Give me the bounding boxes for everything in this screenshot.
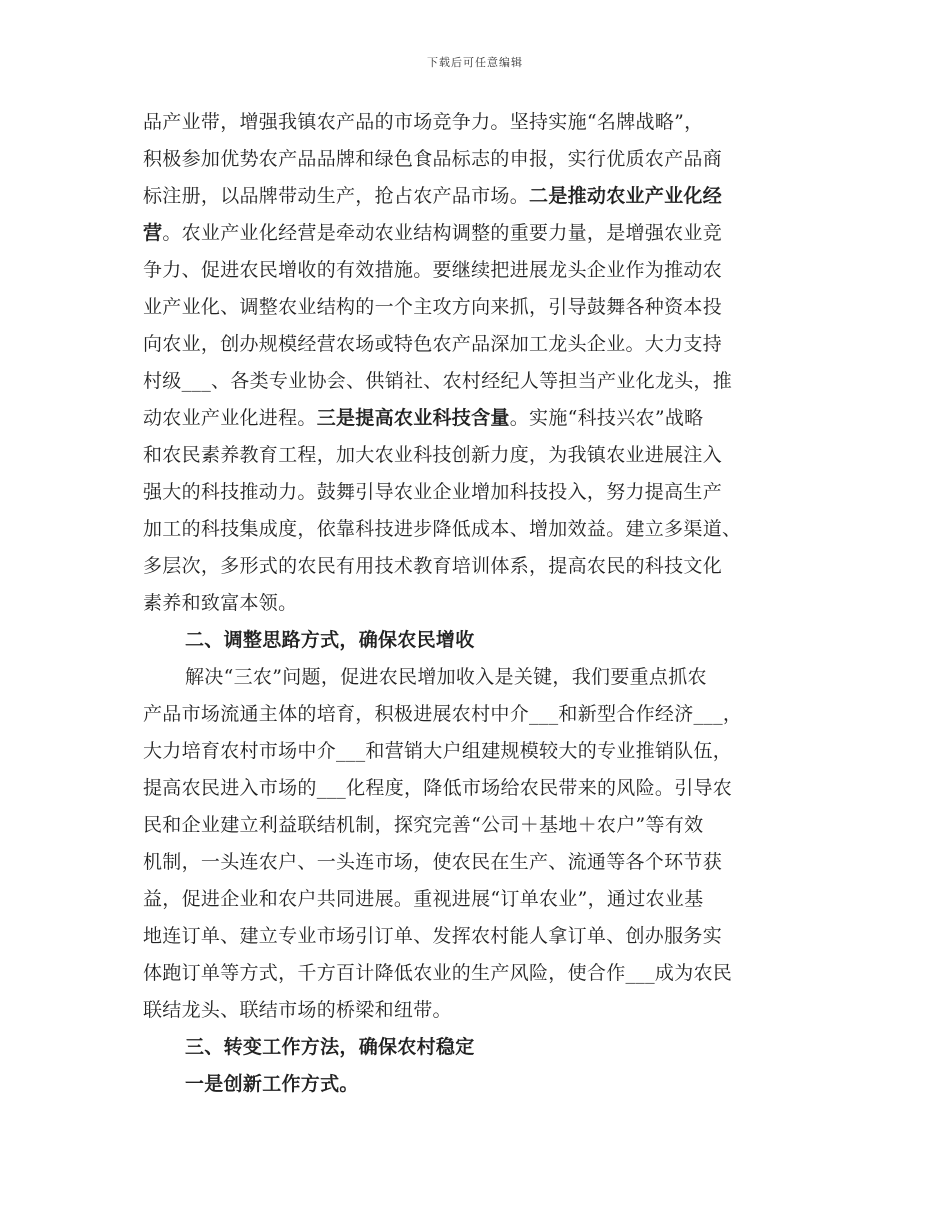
text-span: 和农民素养教育工程，加大农业科技创新力度，为我镇农业进展注入 [143, 444, 723, 466]
text-span: 。实施“科技兴农”战略 [509, 407, 704, 429]
text-line [143, 992, 833, 1029]
text-span: 提高农民进入市场的___化程度，降低市场给农民带来的风险。引导农 [143, 777, 733, 799]
text-span: 地连订单、建立专业市场引订单、发挥农村能人拿订单、创办服务实 [143, 925, 723, 947]
text-span: 品产业带，增强我镇农产品的市场竞争力。坚持实施“名牌战略”， [143, 111, 704, 133]
text-line [143, 918, 833, 955]
text-line [143, 215, 833, 252]
bold-text: 三是提高农业科技含量 [316, 407, 510, 429]
text-span: 向农业，创办规模经营农场或特色农产品深加工龙头企业。大力支持 [143, 333, 723, 355]
text-span: 联结龙头、联结市场的桥梁和纽带。 [143, 999, 452, 1021]
text-line [143, 141, 833, 178]
bold-text: 二、调整思路方式，确保农民增收 [185, 629, 475, 651]
text-line [143, 474, 833, 511]
text-span: 民和企业建立利益联结机制，探究完善“公司＋基地＋农户”等有效 [143, 814, 704, 836]
section-heading [143, 1066, 833, 1103]
bold-text: 营 [143, 222, 163, 244]
text-line [143, 585, 833, 622]
text-span: 积极参加优势农产品品牌和绿色食品标志的申报，实行优质农产品商 [143, 148, 723, 170]
text-span: 标注册，以品牌带动生产，抢占农产品市场。 [143, 185, 530, 207]
bold-text: 三、转变工作方法，确保农村稳定 [185, 1036, 475, 1058]
text-line [143, 955, 833, 992]
text-span: 大力培育农村市场中介___和营销大户组建规模较大的专业推销队伍， [143, 740, 733, 762]
text-span: 加工的科技集成度，依靠科技进步降低成本、增加效益。建立多渠道、 [143, 518, 742, 540]
text-line [143, 363, 833, 400]
document-body [143, 104, 833, 1103]
text-span: 村级___、各类专业协会、供销社、农村经纪人等担当产业化龙头，推 [143, 370, 733, 392]
text-line [143, 807, 833, 844]
text-line [143, 252, 833, 289]
text-line [143, 844, 833, 881]
text-span: 争力、促进农民增收的有效措施。要继续把进展龙头企业作为推动农 [143, 259, 723, 281]
text-line [143, 770, 833, 807]
bold-text: 一是创新工作方式。 [185, 1073, 359, 1095]
text-line [143, 548, 833, 585]
text-line [143, 326, 833, 363]
text-span: 解决“三农”问题，促进农民增加收入是关键，我们要重点抓农 [185, 666, 707, 688]
text-span: 体跑订单等方式，千方百计降低农业的生产风险，使合作___成为农民 [143, 962, 733, 984]
text-line [143, 733, 833, 770]
text-line [143, 400, 833, 437]
page-header: 下载后可任意编辑 [427, 56, 523, 69]
section-heading [143, 622, 833, 659]
text-line [143, 437, 833, 474]
text-line [143, 696, 833, 733]
text-line [143, 881, 833, 918]
text-span: 益，促进企业和农户共同进展。重视进展“订单农业”，通过农业基 [143, 888, 704, 910]
text-span: 强大的科技推动力。鼓舞引导农业企业增加科技投入，努力提高生产 [143, 481, 723, 503]
text-line [143, 178, 833, 215]
text-line [143, 289, 833, 326]
text-span: 产品市场流通主体的培育，积极进展农村中介___和新型合作经济___， [143, 703, 743, 725]
text-span: 机制，一头连农户、一头连市场，使农民在生产、流通等各个环节获 [143, 851, 723, 873]
text-span: 素养和致富本领。 [143, 592, 298, 614]
text-span: 业产业化、调整农业结构的一个主攻方向来抓，引导鼓舞各种资本投 [143, 296, 723, 318]
text-line [143, 104, 833, 141]
text-line [143, 511, 833, 548]
text-span: 动农业产业化进程。 [143, 407, 317, 429]
section-heading [143, 1029, 833, 1066]
text-span: 多层次，多形式的农民有用技术教育培训体系，提高农民的科技文化 [143, 555, 723, 577]
text-line [143, 659, 833, 696]
bold-text: 二是推动农业产业化经 [529, 185, 723, 207]
text-span: 。农业产业化经营是牵动农业结构调整的重要力量，是增强农业竞 [162, 222, 723, 244]
